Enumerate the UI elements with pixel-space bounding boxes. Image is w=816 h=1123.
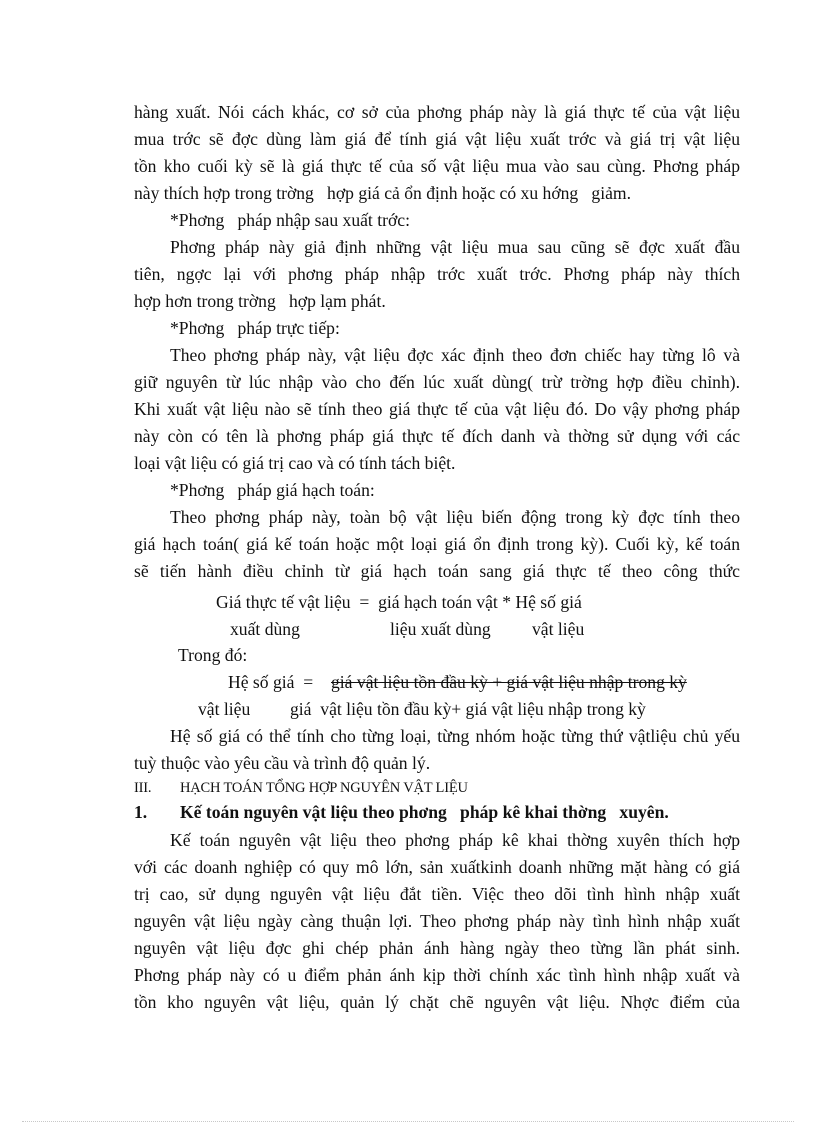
text-line: tiên, ngợc lại với phơng pháp nhập trớc xuất trớc. Phơng pháp này thích bbox=[134, 264, 740, 284]
text-line: này còn có tên là phơng pháp giá thực tế đích danh và thờng sử dụng với các bbox=[134, 426, 740, 446]
formula-line: Giá thực tế vật liệu = giá hạch toán vật * Hệ số giá bbox=[216, 592, 582, 612]
text-line: nguyên vật liệu đợc ghi chép phản ánh hàng ngày theo từng lần phát sinh. bbox=[134, 938, 740, 958]
text-line: hàng xuất. Nói cách khác, cơ sở của phơng pháp này là giá thực tế của vật liệu bbox=[134, 102, 740, 122]
method-heading: *Phơng pháp trực tiếp: bbox=[170, 318, 340, 338]
formula-label: vật liệu bbox=[198, 699, 251, 719]
section-number: III. bbox=[134, 780, 152, 796]
method-heading: *Phơng pháp nhập sau xuất trớc: bbox=[170, 210, 410, 230]
text-line: tồn kho nguyên vật liệu, quản lý chặt chẽ nguyên vật liệu. Nhợc điểm của bbox=[134, 992, 740, 1012]
section-heading: HẠCH TOÁN TỔNG HỢP NGUYÊN VẬT LIỆU bbox=[180, 780, 468, 796]
text-line: mua trớc sẽ đợc dùng làm giá để tính giá vật liệu xuất trớc và giá trị vật liệu bbox=[134, 129, 740, 149]
text-line: trị cao, sử dụng nguyên vật liệu đắt tiền. Việc theo dõi tình hình nhập xuất bbox=[134, 884, 740, 904]
text-line: sẽ tiến hành điều chỉnh từ giá hạch toán sang giá thực tế theo công thức bbox=[134, 561, 740, 581]
text-line: giá hạch toán( giá kế toán hoặc một loại giá ổn định trong kỳ). Cuối kỳ, kế toán bbox=[134, 534, 740, 554]
formula-label: liệu xuất dùng bbox=[390, 619, 491, 639]
subsection-number: 1. bbox=[134, 802, 148, 822]
subsection-heading: Kế toán nguyên vật liệu theo phơng pháp kê khai thờng xuyên. bbox=[180, 802, 669, 822]
text-line: giữ nguyên từ lúc nhập vào cho đến lúc xuất dùng( trừ trờng hợp điều chỉnh). bbox=[134, 372, 740, 392]
text-line: này thích hợp trong trờng hợp giá cả ổn định hoặc có xu hớng giảm. bbox=[134, 183, 631, 203]
text-line: Trong đó: bbox=[178, 645, 248, 665]
text-line: Khi xuất vật liệu nào sẽ tính theo giá thực tế của vật liệu đó. Do vậy phơng pháp bbox=[134, 399, 740, 419]
formula-line: Hệ số giá = bbox=[228, 672, 314, 692]
text-line: hợp hơn trong trờng hợp lạm phát. bbox=[134, 291, 386, 311]
text-line: Phơng pháp này giả định những vật liệu mua sau cũng sẽ đợc xuất đầu bbox=[170, 237, 740, 257]
text-line: loại vật liệu có giá trị cao và có tính tách biệt. bbox=[134, 453, 456, 473]
formula-numerator: giá vật liệu tồn đầu kỳ + giá vật liệu nhập trong kỳ bbox=[331, 672, 687, 692]
formula-label: vật liệu bbox=[532, 619, 585, 639]
text-line: tồn kho cuối kỳ sẽ là giá thực tế của số vật liệu mua vào sau cùng. Phơng pháp bbox=[134, 156, 740, 176]
text-line: Hệ số giá có thể tính cho từng loại, từng nhóm hoặc từng thứ vậtliệu chủ yếu bbox=[170, 726, 740, 746]
text-line: Theo phơng pháp này, toàn bộ vật liệu biến động trong kỳ đợc tính theo bbox=[170, 507, 740, 527]
text-line: tuỳ thuộc vào yêu cầu và trình độ quản lý. bbox=[134, 753, 431, 773]
text-line: Kế toán nguyên vật liệu theo phơng pháp kê khai thờng xuyên thích hợp bbox=[170, 830, 740, 850]
text-line: với các doanh nghiệp có quy mô lớn, sản xuấtkinh doanh những mặt hàng có giá bbox=[134, 857, 740, 877]
formula-denominator: giá vật liệu tồn đầu kỳ+ giá vật liệu nhập trong kỳ bbox=[290, 699, 646, 719]
page-bottom-divider bbox=[22, 1121, 794, 1122]
method-heading: *Phơng pháp giá hạch toán: bbox=[170, 480, 375, 500]
text-line: Theo phơng pháp này, vật liệu đợc xác định theo đơn chiếc hay từng lô và bbox=[170, 345, 740, 365]
text-line: Phơng pháp này có u điểm phản ánh kịp thời chính xác tình hình nhập xuất và bbox=[134, 965, 740, 985]
formula-label: xuất dùng bbox=[230, 619, 300, 639]
text-line: nguyên vật liệu ngày càng thuận lợi. Theo phơng pháp này tình hình nhập xuất bbox=[134, 911, 740, 931]
